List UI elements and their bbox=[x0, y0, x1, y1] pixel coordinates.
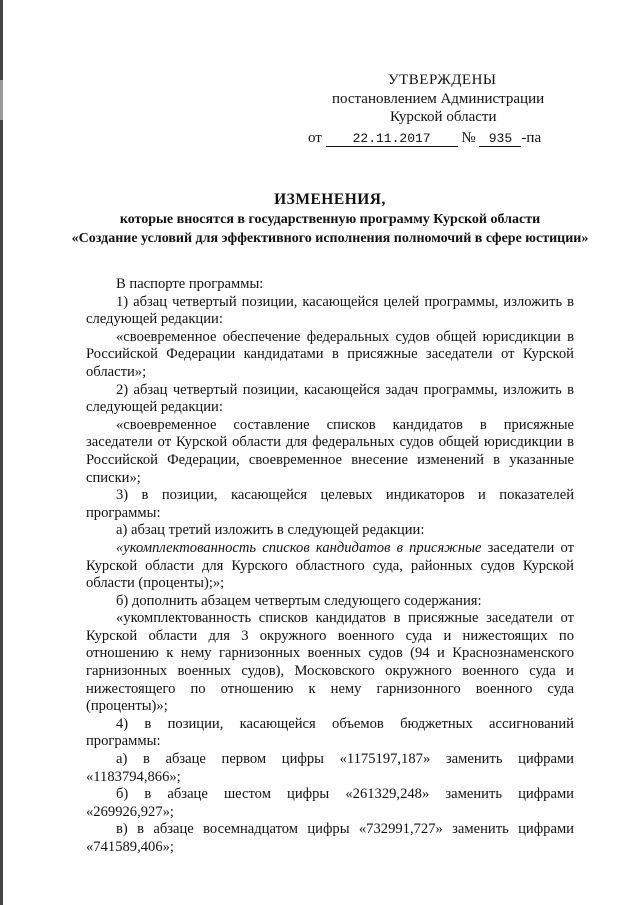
date-prefix: от bbox=[308, 130, 322, 146]
document-title: ИЗМЕНЕНИЯ, bbox=[274, 191, 386, 208]
number-prefix: № bbox=[461, 130, 476, 146]
document-heading bbox=[70, 190, 590, 248]
paragraph: а) в абзаце первом цифры «1175197,187» заменить цифрами «1183794,866»; bbox=[86, 751, 574, 785]
number-suffix: -па bbox=[521, 130, 542, 146]
paragraph: 1) абзац четвертый позиции, касающейся целей программы, изложить в следующей редакции: bbox=[86, 293, 574, 328]
paragraph-rest: заседатели от Курской области для Курского областного суда, районных судов Курской области (проценты);»; bbox=[86, 539, 574, 592]
paragraph: б) дополнить абзацем четвертым следующего содержания: bbox=[116, 592, 482, 609]
paragraph: а) абзац третий изложить в следующей редакции: bbox=[116, 522, 425, 539]
approval-title: УТВЕРЖДЕНЫ bbox=[388, 72, 497, 88]
quoted-paragraph: «своевременное обеспечение федеральных судов общей юрисдикции в Российской Федерации кандидатами в присяжные заседатели от Курской области»; bbox=[86, 328, 574, 380]
scan-border bbox=[0, 0, 3, 905]
quoted-paragraph: «укомплектованность списков кандидатов в присяжные заседатели от Курской области для 3 окружного военного суда и нижестоящих по отношению к нему гарнизонных военных судов (94 и Краснознаменского гарнизонных военных судов), Московского окружного военного суда и нижестоящего по отношению к нему гарнизонного военного суда (проценты)»; bbox=[86, 610, 574, 715]
quoted-paragraph bbox=[86, 540, 574, 593]
approval-region: Курской области bbox=[390, 109, 497, 125]
italic-lead: «укомплектованность списков кандидатов в присяжные bbox=[116, 539, 482, 556]
paragraph: б) в абзаце шестом цифры «261329,248» заменить цифрами «269926,927»; bbox=[86, 786, 574, 820]
approval-date-number bbox=[308, 129, 541, 147]
quoted-paragraph: «своевременное составление списков кандидатов в присяжные заседатели от Курской области для федеральных судов общей юрисдикции в Российской Федерации, своевременное внесение изменений в указанные списки»; bbox=[86, 416, 574, 486]
approval-date: 22.11.2017 bbox=[326, 131, 458, 147]
approval-decree: постановлением Администрации bbox=[332, 91, 545, 107]
paragraph: 2) абзац четвертый позиции, касающейся задач программы, изложить в следующей редакции: bbox=[86, 381, 574, 416]
document-subtitle-1: которые вносятся в государственную программу Курской области bbox=[119, 212, 541, 227]
paragraph: 4) в позиции, касающейся объемов бюджетных ассигнований программы: bbox=[86, 715, 574, 750]
approval-number: 935 bbox=[479, 131, 521, 147]
paragraph: В паспорте программы: bbox=[116, 276, 264, 292]
document-subtitle-2: «Создание условий для эффективного исполнения полномочий в сфере юстиции» bbox=[71, 231, 589, 246]
paragraph: в) в абзаце восемнадцатом цифры «732991,727» заменить цифрами «741589,406»; bbox=[86, 821, 574, 855]
document-body bbox=[86, 276, 574, 857]
paragraph: 3) в позиции, касающейся целевых индикаторов и показателей программы: bbox=[86, 487, 574, 521]
